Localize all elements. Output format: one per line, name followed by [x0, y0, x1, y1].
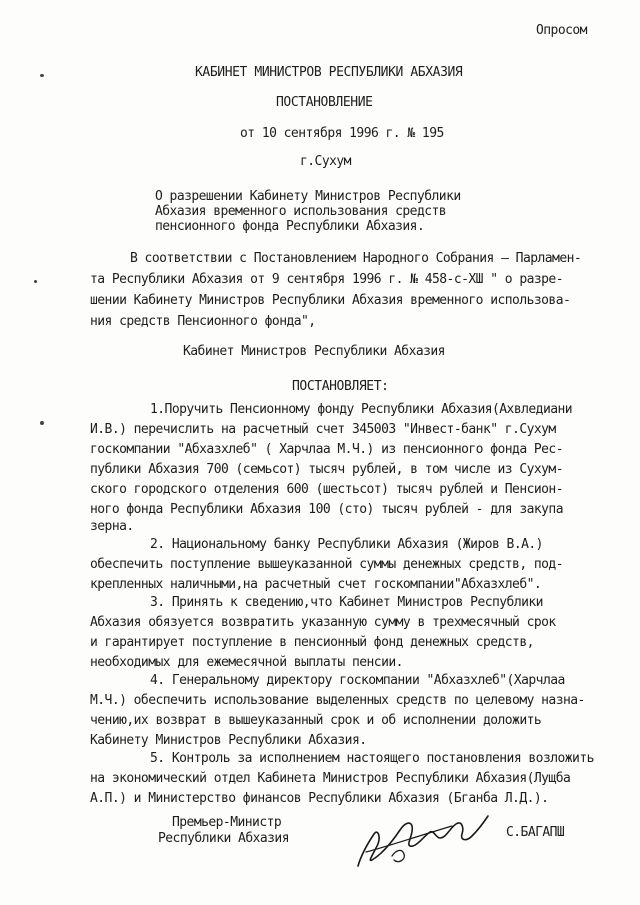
item-line: И.В.) перечислить на расчетный счет 345003 "Инвест-банк" г.Сухум [90, 422, 556, 437]
item-line: ского городского отделения 600 (шестьсот) тысяч рублей и Пенсион- [90, 482, 563, 497]
item-line: обеспечить поступление вышеуказанной суммы денежных средств, под- [90, 557, 563, 572]
item-line: зерна. [90, 519, 134, 534]
signatory-title: Премьер-Министр [172, 815, 282, 830]
item-line: А.П.) и Министерство финансов Республики Абхазия (Бганба Л.Д.). [90, 791, 549, 806]
item-line: чению,их возврат в вышеуказанный срок и об исполнении доложить [90, 713, 542, 728]
preamble-line: та Республики Абхазия от 9 сентября 1996 г. № 458-с-ХШ " о разре- [90, 272, 563, 287]
item-line: 4. Генеральному директору госкомпании "Абхазхлеб"(Харчлаа [150, 673, 565, 688]
item-line: 5. Контроль за исполнением настоящего постановления возложить [150, 751, 594, 766]
document-type: ПОСТАНОВЛЕНИЕ [276, 95, 373, 110]
subject-line: пенсионного фонда Республики Абхазия. [155, 219, 425, 234]
item-line: необходимых для ежемесячной выплаты пенсии. [90, 655, 403, 670]
item-line: 1.Поручить Пенсионному фонду Республики Абхазия(Ахвледиани [150, 402, 573, 417]
scan-speck [40, 421, 44, 425]
decree-word: ПОСТАНОВЛЯЕТ: [292, 379, 389, 394]
subject-line: Абхазия временного использования средств [155, 204, 447, 219]
item-line: и гарантирует поступление в пенсионный фонд денежных средств, [90, 635, 534, 650]
scan-speck [34, 280, 37, 283]
signatory-name: С.БАГАПШ [506, 825, 565, 840]
stamp-text: Опросом [536, 23, 587, 38]
item-line: на экономический отдел Кабинета Министров Республики Абхазия(Лущба [90, 771, 571, 786]
item-line: Кабинету Министров Республики Абхазия. [90, 733, 367, 748]
signatory-title: Республики Абхазия [158, 831, 289, 846]
handwritten-signature [352, 808, 492, 870]
item-line: госкомпании "Абхазхлеб" ( Харчлаа М.Ч.) из пенсионного фонда Рес- [90, 442, 563, 457]
city: г.Сухум [300, 154, 351, 169]
item-line: Абхазия обязуется возвратить указанную сумму в трехмесячный срок [90, 615, 556, 630]
item-line: крепленных наличными,на расчетный счет госкомпании"Абхазхлеб". [90, 577, 542, 592]
item-line: 2. Национальному банку Республики Абхазия (Жиров В.А.) [150, 537, 543, 552]
date-number: от 10 сентября 1996 г. № 195 [240, 126, 444, 141]
subject-line: О разрешении Кабинету Министров Республики [155, 189, 461, 204]
item-line: ного фонда Республики Абхазия 100 (сто) тысяч рублей - для закупа [90, 502, 563, 517]
item-line: 3. Принять к сведению,что Кабинет Министров Республики [150, 595, 543, 610]
cabinet-header: КАБИНЕТ МИНИСТРОВ РЕСПУБЛИКИ АБХАЗИЯ [195, 65, 463, 80]
cabinet-line: Кабинет Министров Республики Абхазия [183, 344, 445, 359]
preamble-line: В соответствии с Постановлением Народного Собрания – Парламен- [130, 251, 582, 266]
preamble-line: шении Кабинету Министров Республики Абхазия временного использова- [90, 293, 571, 308]
item-line: публики Абхазия 700 (семьсот) тысяч рублей, в том числе из Сухум- [90, 462, 563, 477]
preamble-line: ния средств Пенсионного фонда", [90, 314, 316, 329]
scan-speck [40, 74, 44, 77]
item-line: М.Ч.) обеспечить использование выделенных средств по целевому назна- [90, 693, 585, 708]
